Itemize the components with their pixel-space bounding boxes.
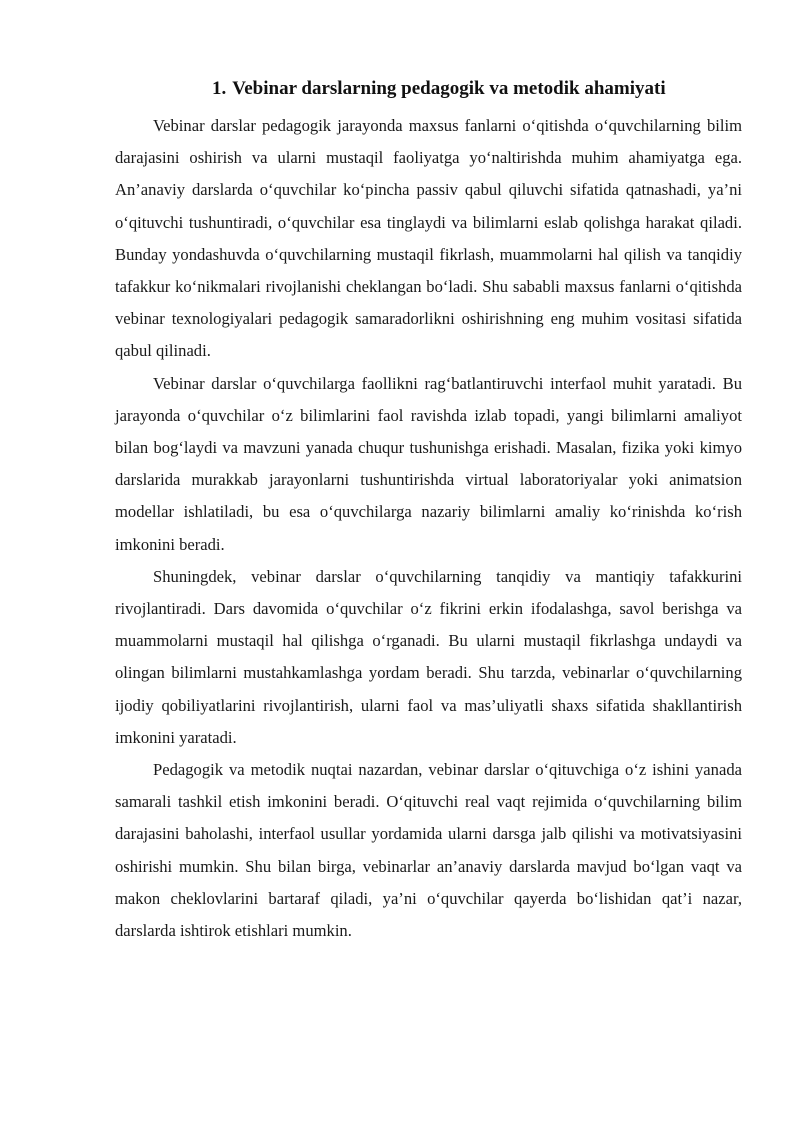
- paragraph-3: Shuningdek, vebinar darslar o‘quvchilarning tanqidiy va mantiqiy tafakkurini rivojlantiradi. Dars davomida o‘quvchilar o‘z fikrini erkin ifodalashga, savol berishga va muammolarni mustaqil hal qilishga o‘rganadi. Bu ularni mustaqil fikrlashga undaydi va olingan bilimlarni mustahkamlashga yordam beradi. Shu tarzda, vebinarlar o‘quvchilarning ijodiy qobiliyatlarini rivojlantirish, ularni faol va mas’uliyatli shaxs sifatida shakllantirish imkonini yaratadi.: [115, 566, 742, 747]
- paragraph-4: Pedagogik va metodik nuqtai nazardan, vebinar darslar o‘qituvchiga o‘z ishini yanada samarali tashkil etish imkonini beradi. O‘qituvchi real vaqt rejimida o‘quvchilarning bilim darajasini baholashi, interfaol usullar yordamida ularni darsga jalb qilishi va motivatsiyasini oshirishi mumkin. Shu bilan birga, vebinarlar an’anaviy darslarda mavjud bo‘lgan vaqt va makon cheklovlarini bartaraf qiladi, ya’ni o‘quvchilar qayerda bo‘lishidan qat’i nazar, darslarda ishtirok etishlari mumkin.: [115, 760, 742, 941]
- section-title: Vebinar darslarning pedagogik va metodik ahamiyati: [232, 78, 666, 99]
- body-text: [115, 110, 742, 947]
- section-heading: [212, 76, 666, 102]
- paragraph-1: Vebinar darslar pedagogik jarayonda maxsus fanlarni o‘qitishda o‘quvchilarning bilim darajasini oshirish va ularni mustaqil faoliyatga yo‘naltirishda muhim ahamiyatga ega. An’anaviy darslarda o‘quvchilar ko‘pincha passiv qabul qiluvchi sifatida qatnashadi, ya’ni o‘qituvchi tushuntiradi, o‘quvchilar esa tinglaydi va bilimlarni eslab qolishga harakat qiladi. Bunday yondashuvda o‘quvchilarning mustaqil fikrlash, muammolarni hal qilish va tanqidiy tafakkur ko‘nikmalari rivojlanishi cheklangan bo‘ladi. Shu sababli maxsus fanlarni o‘qitishda vebinar texnologiyalari pedagogik samaradorlikni oshirishning eng muhim vositasi sifatida qabul qilinadi.: [115, 116, 742, 361]
- section-number: 1.: [212, 78, 227, 99]
- paragraph-2: Vebinar darslar o‘quvchilarga faollikni rag‘batlantiruvchi interfaol muhit yaratadi. Bu jarayonda o‘quvchilar o‘z bilimlarini faol ravishda izlab topadi, yangi bilimlarni amaliyot bilan bog‘laydi va mavzuni yanada chuqur tushunishga erishadi. Masalan, fizika yoki kimyo darslarida murakkab jarayonlarni tushuntirishda virtual laboratoriyalar yoki animatsion modellar ishlatiladi, bu esa o‘quvchilarga nazariy bilimlarni amaliy ko‘rinishda ko‘rish imkonini beradi.: [115, 373, 742, 554]
